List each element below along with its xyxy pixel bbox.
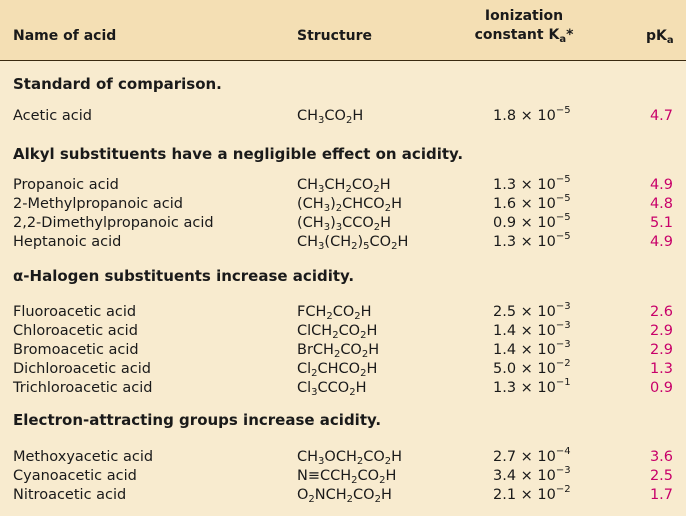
table-row xyxy=(0,360,686,379)
ka-exponent: −5 xyxy=(555,174,571,185)
acid-name: Fluoroacetic acid xyxy=(13,304,137,320)
acid-structure: $ClCH_2CO_2H$ xyxy=(297,323,378,341)
ka-exponent: −2 xyxy=(555,358,571,369)
pka-value: 5.1 xyxy=(649,215,673,231)
header-structure: Structure xyxy=(297,28,373,44)
acid-name: Bromoacetic acid xyxy=(13,342,139,358)
header-ionization-line2 xyxy=(472,26,576,45)
ka-mantissa: 1.4 × 10 xyxy=(493,342,556,358)
table-row xyxy=(0,303,686,322)
acid-name: Nitroacetic acid xyxy=(13,487,127,503)
acid-name: Methoxyacetic acid xyxy=(13,449,154,465)
section-title: Standard of comparison. xyxy=(13,75,222,93)
acid-structure: $BrCH_2CO_2H$ xyxy=(297,342,380,360)
pka-value: 2.9 xyxy=(649,342,673,358)
pka-value: 4.9 xyxy=(649,177,673,193)
section-title: α-Halogen substituents increase acidity. xyxy=(13,267,355,285)
table-row xyxy=(0,233,686,252)
acid-structure: $CH_3OCH_2CO_2H$ xyxy=(297,449,403,467)
pka-value: 1.3 xyxy=(649,361,673,377)
table-row xyxy=(0,486,686,505)
ka-exponent: −3 xyxy=(555,465,571,476)
ionization-constant xyxy=(493,379,571,398)
ka-exponent: −5 xyxy=(555,105,571,116)
acid-structure: $(CH_3)_2CHCO_2H$ xyxy=(297,196,402,214)
ka-mantissa: 1.3 × 10 xyxy=(493,380,556,396)
acid-structure: $Cl_2CHCO_2H$ xyxy=(297,361,378,379)
acid-name: Heptanoic acid xyxy=(13,234,122,250)
section-title: Electron-attracting groups increase acidity. xyxy=(13,411,382,429)
ka-exponent: −1 xyxy=(555,377,571,388)
ka-mantissa: 2.7 × 10 xyxy=(493,449,556,465)
table-row xyxy=(0,379,686,398)
ka-mantissa: 3.4 × 10 xyxy=(493,468,556,484)
table-row xyxy=(0,107,686,126)
ka-exponent: −3 xyxy=(555,301,571,312)
acid-name: 2,2-Dimethylpropanoic acid xyxy=(13,215,214,231)
acid-structure: $O_2NCH_2CO_2H$ xyxy=(297,487,392,505)
ionization-constant xyxy=(493,233,571,252)
section-title: Alkyl substituents have a negligible effect on acidity. xyxy=(13,145,464,163)
pka-value: 1.7 xyxy=(649,487,673,503)
ka-exponent: −5 xyxy=(555,231,571,242)
pka-value: 3.6 xyxy=(649,449,673,465)
ka-mantissa: 2.5 × 10 xyxy=(493,304,556,320)
header-pka-label: pK xyxy=(646,28,667,44)
ka-mantissa: 5.0 × 10 xyxy=(493,361,556,377)
header-ka-sub: a xyxy=(559,34,567,45)
ka-exponent: −4 xyxy=(555,446,571,457)
ka-mantissa: 1.8 × 10 xyxy=(493,108,556,124)
ka-mantissa: 1.3 × 10 xyxy=(493,177,556,193)
acid-name: Cyanoacetic acid xyxy=(13,468,137,484)
pka-value: 0.9 xyxy=(649,380,673,396)
header-pka-sub: a xyxy=(666,35,674,46)
ionization-constant xyxy=(493,107,571,126)
ka-mantissa: 2.1 × 10 xyxy=(493,487,556,503)
acid-name: Chloroacetic acid xyxy=(13,323,138,339)
header-pka xyxy=(646,27,674,46)
ka-mantissa: 1.6 × 10 xyxy=(493,196,556,212)
ka-exponent: −5 xyxy=(555,212,571,223)
acid-structure: $(CH_3)_3CCO_2H$ xyxy=(297,215,392,233)
table-row xyxy=(0,214,686,233)
table-row xyxy=(0,448,686,467)
table-row xyxy=(0,467,686,486)
header-ka-label: constant K xyxy=(474,27,560,43)
acid-structure: $N\equiv CCH_2CO_2H$ xyxy=(297,468,397,486)
ka-mantissa: 1.4 × 10 xyxy=(493,323,556,339)
acid-name: Dichloroacetic acid xyxy=(13,361,151,377)
acid-name: 2-Methylpropanoic acid xyxy=(13,196,183,212)
pka-value: 4.9 xyxy=(649,234,673,250)
header-ionization-line1: Ionization xyxy=(484,8,564,24)
table-header xyxy=(0,0,686,61)
acid-structure: $Cl_3CCO_2H$ xyxy=(297,380,367,398)
header-ka-star: * xyxy=(566,27,574,43)
ka-exponent: −3 xyxy=(555,320,571,331)
table-row xyxy=(0,195,686,214)
acid-structure: $FCH_2CO_2H$ xyxy=(297,304,372,322)
pka-value: 2.5 xyxy=(649,468,673,484)
table-row xyxy=(0,176,686,195)
ka-exponent: −3 xyxy=(555,339,571,350)
acid-structure: $CH_3CH_2CO_2H$ xyxy=(297,177,391,195)
acid-name: Propanoic acid xyxy=(13,177,119,193)
acid-name: Trichloroacetic acid xyxy=(13,380,153,396)
ka-mantissa: 1.3 × 10 xyxy=(493,234,556,250)
pka-value: 2.9 xyxy=(649,323,673,339)
acid-name: Acetic acid xyxy=(13,108,92,124)
pka-value: 2.6 xyxy=(649,304,673,320)
ka-exponent: −5 xyxy=(555,193,571,204)
pka-value: 4.7 xyxy=(649,108,673,124)
ka-exponent: −2 xyxy=(555,484,571,495)
acid-structure: $CH_3(CH_2)_5CO_2H$ xyxy=(297,234,409,252)
table-row xyxy=(0,322,686,341)
pka-value: 4.8 xyxy=(649,196,673,212)
ka-mantissa: 0.9 × 10 xyxy=(493,215,556,231)
header-name: Name of acid xyxy=(13,28,117,44)
ionization-constant xyxy=(493,486,571,505)
table-row xyxy=(0,341,686,360)
acid-structure: $CH_3CO_2H$ xyxy=(297,108,364,126)
header-ionization xyxy=(472,7,576,45)
